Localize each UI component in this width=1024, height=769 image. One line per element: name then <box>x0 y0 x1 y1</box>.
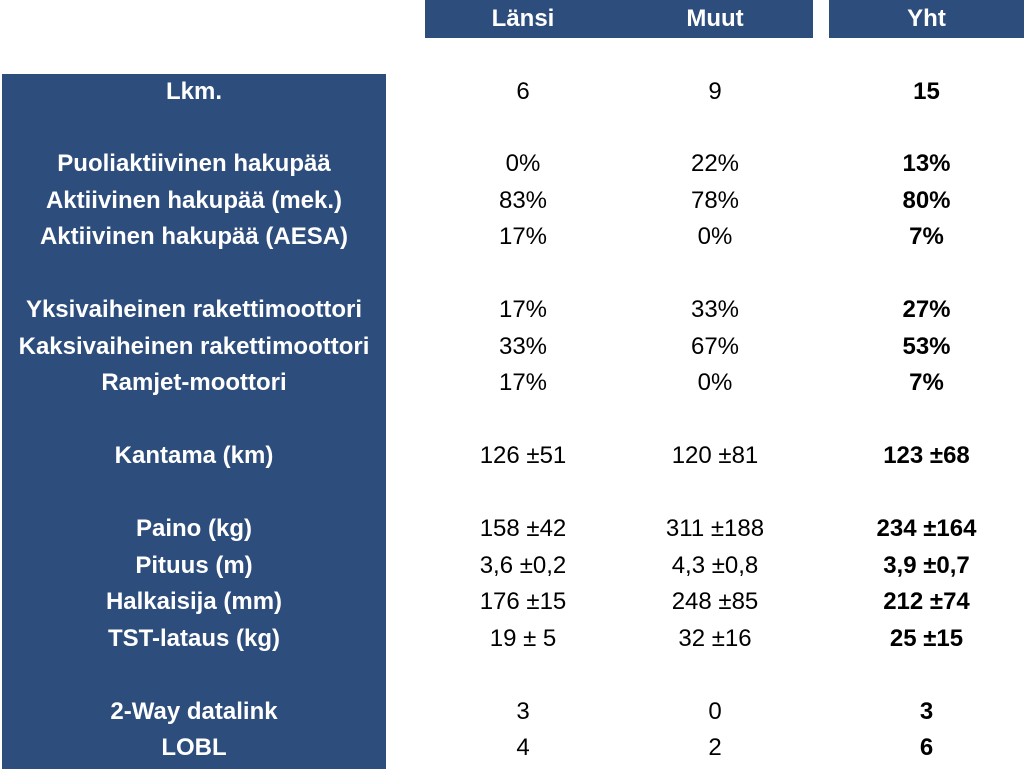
cell-yht: 3 <box>919 698 934 725</box>
row-label: Pituus (m) <box>135 552 253 579</box>
cell-lansi: 17% <box>498 369 548 396</box>
cell-yht: 53% <box>902 333 951 360</box>
row-label: 2-Way datalink <box>110 698 278 725</box>
cell-lansi: 3 <box>516 698 530 725</box>
row-label: Ramjet-moottori <box>101 369 287 396</box>
cell-yht: 7% <box>909 223 944 250</box>
cell-muut: 67% <box>690 333 740 360</box>
cell-lansi: 3,6 ±0,2 <box>479 552 567 579</box>
cell-yht: 27% <box>902 296 951 323</box>
row-label: Halkaisija (mm) <box>105 588 283 615</box>
cell-yht: 123 ±68 <box>883 442 970 469</box>
cell-lansi: 0% <box>505 150 541 177</box>
cell-muut: 248 ±85 <box>671 588 759 615</box>
cell-muut: 33% <box>690 296 740 323</box>
cell-lansi: 19 ± 5 <box>489 625 557 652</box>
cell-yht: 6 <box>919 734 934 761</box>
cell-yht: 234 ±164 <box>876 515 977 542</box>
row-label: Lkm. <box>165 78 222 105</box>
row-label: Yksivaiheinen rakettimoottori <box>25 296 363 323</box>
cell-muut: 2 <box>708 734 722 761</box>
row-label: Puoliaktiivinen hakupää <box>57 150 331 177</box>
row-label: Aktiivinen hakupää (mek.) <box>45 187 343 214</box>
row-label: Kaksivaiheinen rakettimoottori <box>18 333 370 360</box>
cell-lansi: 126 ±51 <box>479 442 567 469</box>
cell-lansi: 158 ±42 <box>479 515 567 542</box>
cell-lansi: 17% <box>498 223 548 250</box>
cell-lansi: 4 <box>516 734 530 761</box>
cell-lansi: 17% <box>498 296 548 323</box>
cell-yht: 25 ±15 <box>889 625 964 652</box>
column-header-lansi: Länsi <box>491 5 555 32</box>
cell-muut: 311 ±188 <box>665 515 765 542</box>
cell-muut: 22% <box>690 150 740 177</box>
row-label: LOBL <box>161 734 227 761</box>
cell-muut: 32 ±16 <box>678 625 752 652</box>
row-label: Kantama (km) <box>114 442 274 469</box>
cell-lansi: 33% <box>498 333 548 360</box>
cell-yht: 7% <box>909 369 944 396</box>
cell-muut: 78% <box>690 187 740 214</box>
cell-yht: 13% <box>902 150 951 177</box>
row-label: Paino (kg) <box>135 515 252 542</box>
cell-yht: 3,9 ±0,7 <box>883 552 970 579</box>
cell-muut: 0 <box>708 698 722 725</box>
cell-muut: 0% <box>697 223 733 250</box>
cell-lansi: 176 ±15 <box>479 588 567 615</box>
cell-muut: 120 ±81 <box>671 442 759 469</box>
row-label: TST-lataus (kg) <box>107 625 281 652</box>
column-header-muut: Muut <box>686 5 744 32</box>
cell-muut: 9 <box>708 78 722 105</box>
column-header-yht: Yht <box>907 5 946 32</box>
row-label: Aktiivinen hakupää (AESA) <box>39 223 349 250</box>
cell-yht: 212 ±74 <box>883 588 970 615</box>
cell-muut: 4,3 ±0,8 <box>671 552 759 579</box>
cell-lansi: 83% <box>498 187 548 214</box>
cell-yht: 15 <box>913 78 940 105</box>
cell-muut: 0% <box>697 369 733 396</box>
cell-lansi: 6 <box>516 78 530 105</box>
cell-yht: 80% <box>902 187 951 214</box>
